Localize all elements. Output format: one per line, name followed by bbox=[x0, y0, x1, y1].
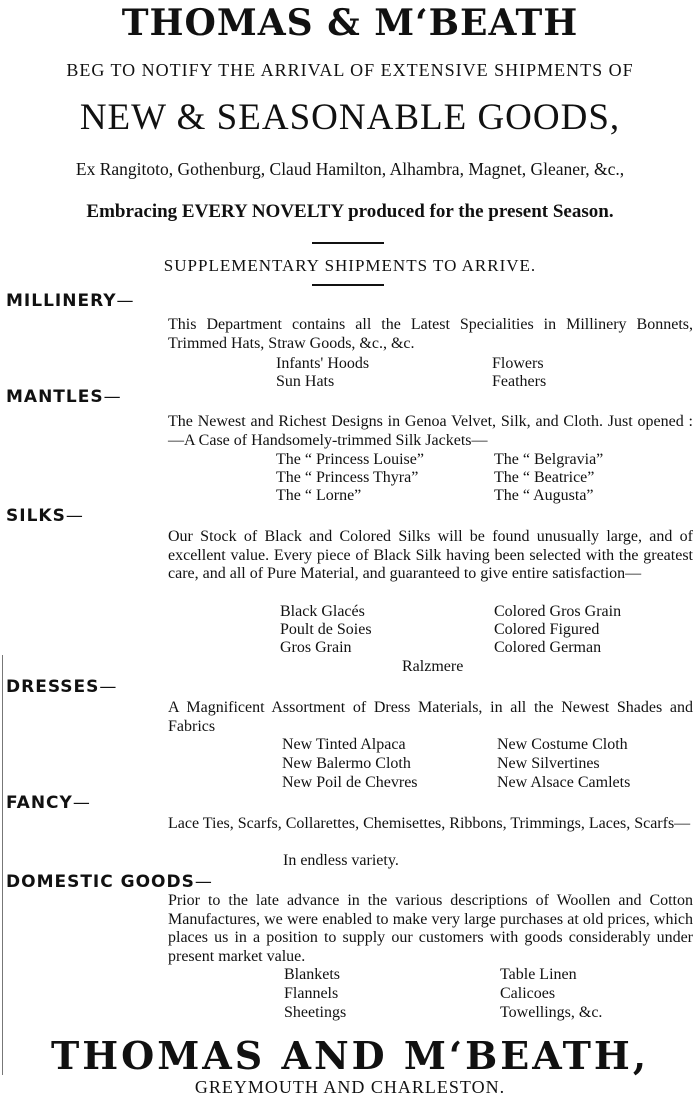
section-heading-dresses: DRESSES— bbox=[6, 677, 118, 697]
list-item: Calicoes bbox=[500, 985, 556, 1002]
domestic-text: Prior to the late advance in the various descriptions of Woollen and Cotton Manufactures, we were enabled to make very large purchases at old prices, which places us in a position to supply our customers with goods considerably under present market value. bbox=[168, 892, 693, 965]
silks-extra: Ralzmere bbox=[402, 658, 464, 675]
list-item: Sheetings bbox=[284, 1004, 347, 1021]
list-item: Colored German bbox=[494, 639, 602, 656]
section-heading-millinery: MILLINERY— bbox=[6, 291, 135, 311]
list-item: Flannels bbox=[284, 985, 339, 1002]
list-item: New Poil de Chevres bbox=[282, 774, 418, 791]
section-heading-domestic-goods: DOMESTIC GOODS— bbox=[6, 872, 213, 892]
list-item: Black Glacés bbox=[280, 603, 365, 620]
ship-list: Ex Rangitoto, Gothenburg, Claud Hamilton, Alhambra, Magnet, Gleaner, &c., bbox=[75, 159, 625, 179]
arrival-notice: BEG TO NOTIFY THE ARRIVAL OF EXTENSIVE SHIPMENTS OF bbox=[66, 60, 634, 80]
supplementary-line: SUPPLEMENTARY SHIPMENTS TO ARRIVE. bbox=[163, 256, 537, 275]
advertiser-title: THOMAS & M‘BEATH bbox=[121, 2, 579, 44]
list-item: Gros Grain bbox=[280, 639, 352, 656]
list-item: Flowers bbox=[492, 355, 544, 372]
section-heading-silks: SILKS— bbox=[6, 506, 84, 526]
list-item: Colored Gros Grain bbox=[494, 603, 622, 620]
list-item: The “ Belgravia” bbox=[494, 451, 604, 468]
mantles-text: The Newest and Richest Designs in Genoa Velvet, Silk, and Cloth. Just opened :—A Case of Handsomely-trimmed Silk Jackets— bbox=[168, 413, 693, 449]
list-item: Table Linen bbox=[500, 966, 577, 983]
advertiser-signature: THOMAS AND M‘BEATH, bbox=[50, 1033, 650, 1078]
section-heading-mantles: MANTLES— bbox=[6, 387, 122, 407]
novelty-line: Embracing EVERY NOVELTY produced for the present Season. bbox=[86, 201, 614, 222]
list-item: The “ Princess Thyra” bbox=[276, 469, 419, 486]
fancy-extra: In endless variety. bbox=[283, 852, 399, 869]
list-item: Towellings, &c. bbox=[500, 1004, 603, 1021]
list-item: New Tinted Alpaca bbox=[282, 736, 406, 753]
list-item: Poult de Soies bbox=[280, 621, 372, 638]
silks-text: Our Stock of Black and Colored Silks will be found unusually large, and of excellent value. Every piece of Black Silk having been selected with the greatest care, and all of Pure Material, and guaranteed to give entire satisfaction— bbox=[168, 528, 693, 582]
list-item: Blankets bbox=[284, 966, 340, 983]
list-item: Feathers bbox=[492, 373, 547, 390]
list-item: Sun Hats bbox=[276, 373, 335, 390]
list-item: The “ Augusta” bbox=[494, 487, 594, 504]
headline: NEW & SEASONABLE GOODS, bbox=[79, 97, 621, 138]
list-item: The “ Beatrice” bbox=[494, 469, 595, 486]
list-item: The “ Lorne” bbox=[276, 487, 362, 504]
column-edge-line bbox=[2, 655, 3, 1075]
section-heading-fancy: FANCY— bbox=[6, 793, 91, 813]
list-item: The “ Princess Louise” bbox=[276, 451, 424, 468]
list-item: New Costume Cloth bbox=[497, 736, 628, 753]
list-item: Infants' Hoods bbox=[276, 355, 370, 372]
locations: GREYMOUTH AND CHARLESTON. bbox=[194, 1077, 506, 1097]
list-item: Colored Figured bbox=[494, 621, 600, 638]
list-item: New Balermo Cloth bbox=[282, 755, 411, 772]
list-item: New Alsace Camlets bbox=[497, 774, 631, 791]
divider bbox=[312, 284, 384, 286]
dresses-text: A Magnificent Assortment of Dress Materials, in all the Newest Shades and Fabrics bbox=[168, 699, 693, 735]
millinery-text: This Department contains all the Latest Specialities in Millinery Bonnets, Trimmed Hats, Straw Goods, &c., &c. bbox=[168, 316, 693, 352]
fancy-text: Lace Ties, Scarfs, Collarettes, Chemisettes, Ribbons, Trimmings, Laces, Scarfs— bbox=[168, 815, 691, 832]
divider bbox=[312, 242, 384, 244]
list-item: New Silvertines bbox=[497, 755, 600, 772]
